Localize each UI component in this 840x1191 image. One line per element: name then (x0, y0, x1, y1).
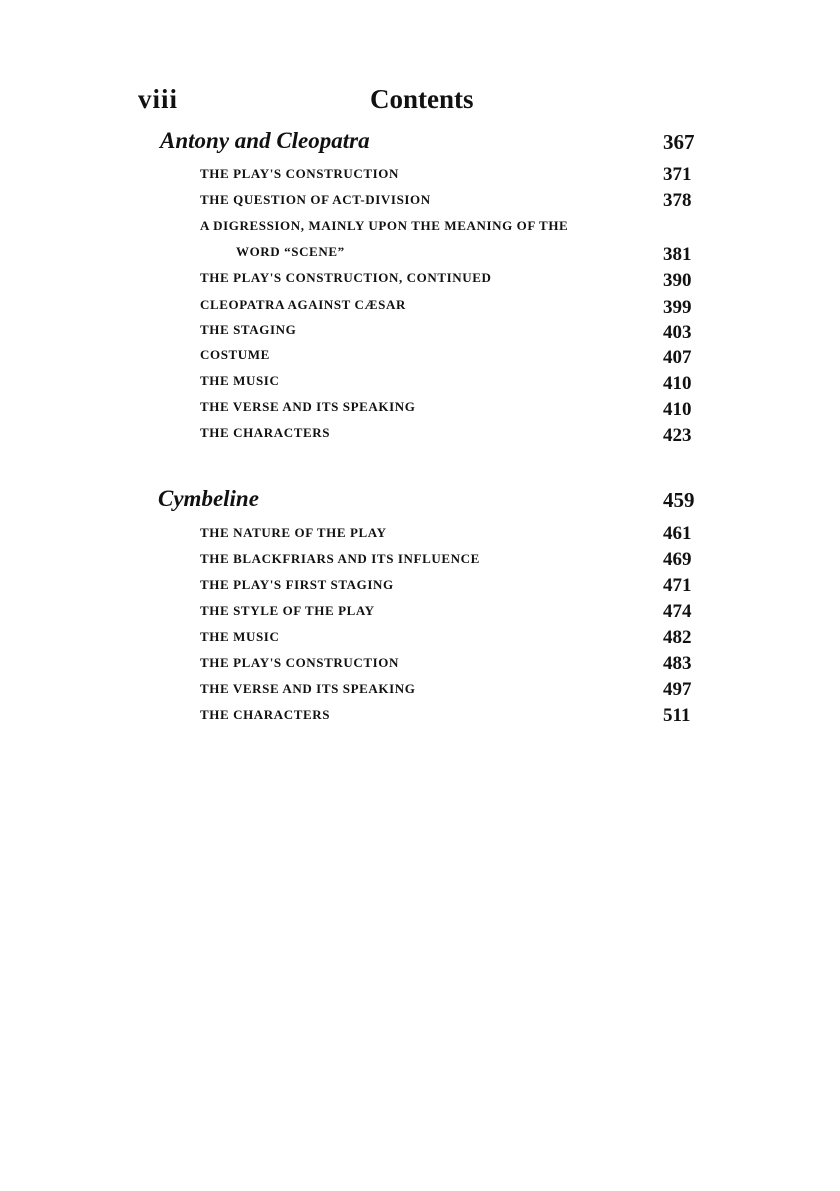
toc-entry-page: 403 (663, 322, 692, 343)
toc-entry (0, 297, 840, 321)
toc-entry-label: THE VERSE AND ITS SPEAKING (200, 399, 416, 414)
toc-entry (0, 373, 840, 397)
toc-entry-page: 461 (663, 523, 692, 544)
toc-entry-label: THE QUESTION OF ACT-DIVISION (200, 192, 431, 207)
toc-entry (0, 244, 840, 268)
toc-entry-page: 482 (663, 627, 692, 648)
toc-entry-label: COSTUME (200, 347, 270, 362)
toc-entry (0, 577, 840, 601)
toc-entry-label: A DIGRESSION, MAINLY UPON THE MEANING OF THE (200, 218, 569, 233)
toc-entry-page: 399 (663, 297, 692, 318)
toc-entry-page: 471 (663, 575, 692, 596)
toc-entry-page: 511 (663, 705, 691, 726)
toc-entry-label: CLEOPATRA AGAINST CÆSAR (200, 297, 406, 312)
toc-entry-label: THE PLAY'S FIRST STAGING (200, 577, 394, 592)
toc-entry-label: THE PLAY'S CONSTRUCTION (200, 655, 399, 670)
toc-entry-label: THE MUSIC (200, 373, 280, 388)
toc-entry-page: 423 (663, 425, 692, 446)
toc-entry (0, 655, 840, 679)
toc-entry (0, 166, 840, 190)
toc-entry-label: WORD “SCENE” (236, 244, 345, 259)
toc-entry-label: THE STYLE OF THE PLAY (200, 603, 375, 618)
toc-entry-page: 497 (663, 679, 692, 700)
toc-entry (0, 270, 840, 294)
toc-entry-label: THE VERSE AND ITS SPEAKING (200, 681, 416, 696)
running-head: Contents (370, 84, 474, 114)
toc-entry-page: 474 (663, 601, 692, 622)
section-page-number: 459 (663, 488, 695, 512)
toc-entry (0, 681, 840, 705)
toc-entry (0, 322, 840, 346)
toc-entry (0, 707, 840, 731)
toc-entry-page: 410 (663, 399, 692, 420)
toc-entry-page: 378 (663, 190, 692, 211)
toc-entry (0, 603, 840, 627)
toc-entry-label: THE BLACKFRIARS AND ITS INFLUENCE (200, 551, 480, 566)
toc-entry (0, 399, 840, 423)
toc-entry-page: 483 (663, 653, 692, 674)
toc-entry-page: 407 (663, 347, 692, 368)
folio: viii (138, 84, 179, 114)
toc-entry-label: THE MUSIC (200, 629, 280, 644)
toc-entry-label: THE CHARACTERS (200, 425, 331, 440)
toc-entry-page: 410 (663, 373, 692, 394)
toc-entry (0, 347, 840, 371)
toc-entry (0, 525, 840, 549)
section-title: Cymbeline (158, 486, 259, 511)
toc-entry (0, 425, 840, 449)
toc-entry (0, 218, 840, 242)
toc-entry (0, 629, 840, 653)
toc-entry-label: THE PLAY'S CONSTRUCTION, CONTINUED (200, 270, 492, 285)
toc-entry-label: THE CHARACTERS (200, 707, 331, 722)
toc-entry-page: 381 (663, 244, 692, 265)
toc-entry-label: THE STAGING (200, 322, 297, 337)
toc-entry-page: 469 (663, 549, 692, 570)
toc-entry (0, 192, 840, 216)
toc-entry-page: 390 (663, 270, 692, 291)
toc-entry-label: THE NATURE OF THE PLAY (200, 525, 387, 540)
section-title: Antony and Cleopatra (160, 128, 370, 153)
section-page-number: 367 (663, 130, 695, 154)
toc-entry (0, 551, 840, 575)
toc-entry-page: 371 (663, 164, 692, 185)
toc-entry-label: THE PLAY'S CONSTRUCTION (200, 166, 399, 181)
